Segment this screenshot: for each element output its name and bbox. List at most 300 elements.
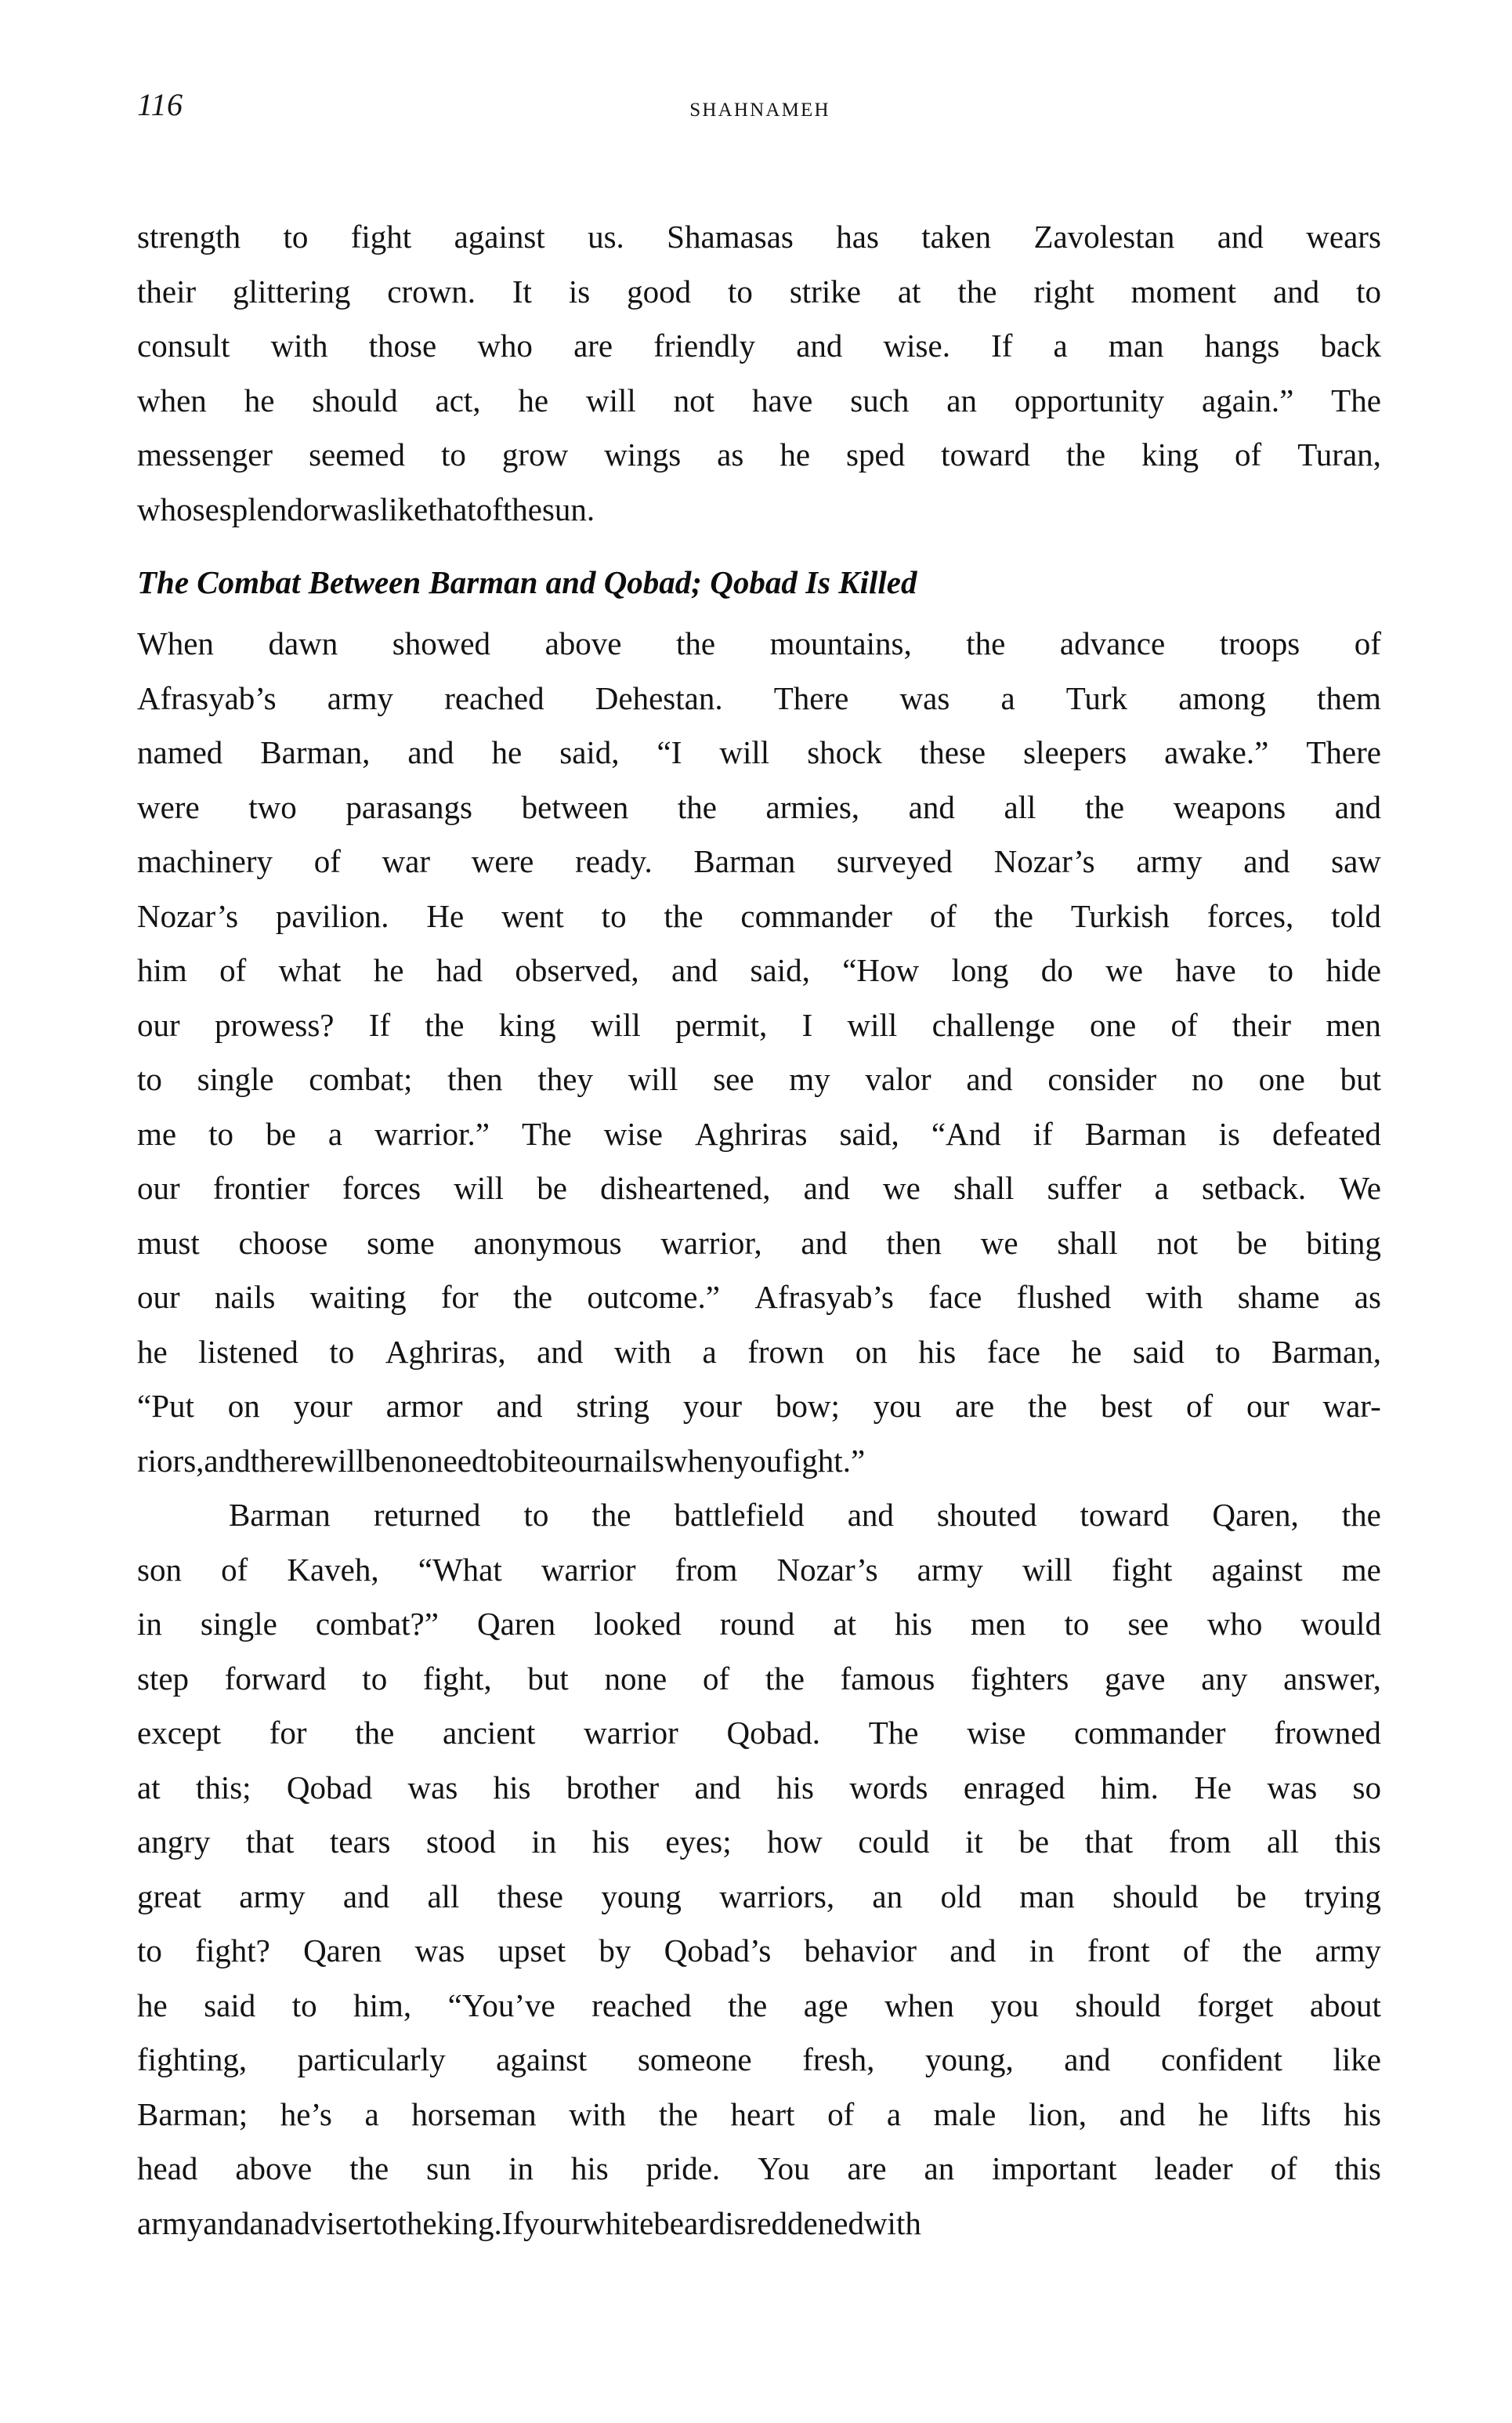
word: there <box>250 1442 315 1479</box>
word: parasangs <box>345 788 473 825</box>
word: our <box>1246 1388 1290 1424</box>
word: lion, <box>1028 2095 1087 2132</box>
word: this <box>1334 2150 1381 2186</box>
word: then <box>447 1061 503 1097</box>
word: long <box>951 952 1009 988</box>
word: his <box>493 1769 531 1805</box>
word: strike <box>789 273 861 310</box>
word: returned <box>373 1497 481 1533</box>
word: the <box>676 625 716 661</box>
word: and <box>694 1769 741 1805</box>
word: have <box>1175 952 1236 988</box>
word: old <box>940 1878 982 1914</box>
word: this; <box>195 1769 251 1805</box>
word: with <box>270 328 328 364</box>
word: were <box>137 788 200 825</box>
word: frontier <box>212 1170 309 1206</box>
word: consult <box>137 328 230 364</box>
word: should <box>312 382 398 418</box>
word: could <box>858 1824 930 1860</box>
word: string <box>576 1388 649 1424</box>
word: friendly <box>653 328 756 364</box>
word: went <box>501 897 564 934</box>
word: reached <box>444 679 544 716</box>
word: If <box>501 2204 524 2241</box>
word: moment <box>1130 273 1237 310</box>
word: shouted <box>936 1497 1037 1533</box>
word: army <box>1315 1932 1381 1968</box>
word: Barman <box>1084 1115 1187 1152</box>
word: awake.” <box>1164 734 1269 770</box>
word: weapons <box>1173 788 1286 825</box>
word: and <box>407 734 454 770</box>
word: “You’ve <box>447 1987 555 2023</box>
word: listened <box>198 1333 298 1370</box>
word: young <box>601 1878 682 1914</box>
word: on <box>855 1333 888 1370</box>
word: Qobad’s <box>664 1932 772 1968</box>
word: man <box>1108 328 1164 364</box>
word: warrior <box>584 1715 678 1751</box>
word: when <box>137 382 207 418</box>
word: our <box>137 1170 180 1206</box>
word: and <box>950 1932 997 1968</box>
word: one <box>1089 1006 1137 1043</box>
word: to <box>208 1115 234 1152</box>
text-line <box>137 1107 1381 1162</box>
text-line <box>137 1815 1381 1870</box>
word: and <box>908 788 955 825</box>
word: We <box>1339 1170 1381 1206</box>
word: will <box>590 1006 641 1043</box>
word: stood <box>425 1824 496 1860</box>
word: commander <box>740 897 892 934</box>
word: should <box>1112 1878 1199 1914</box>
word: king <box>498 1006 556 1043</box>
word: see <box>1127 1606 1169 1642</box>
word: Nozar’s <box>776 1551 878 1588</box>
word: again.” <box>1202 382 1294 418</box>
word: be <box>1236 1224 1268 1261</box>
word: with <box>863 2204 921 2241</box>
word: warrior.” <box>374 1115 490 1152</box>
word: opportunity <box>1014 382 1165 418</box>
word: then <box>886 1224 942 1261</box>
word: was <box>899 679 950 716</box>
word: Nozar’s <box>993 843 1095 879</box>
text-line <box>137 1979 1381 2034</box>
word: consider <box>1047 1061 1157 1097</box>
word: commander <box>1074 1715 1226 1751</box>
word: no <box>395 1442 428 1479</box>
word: to <box>1268 952 1293 988</box>
word: and <box>1119 2095 1166 2132</box>
word: valor <box>865 1061 931 1097</box>
text-line <box>137 2197 1381 2251</box>
word: strength <box>137 219 241 255</box>
word: and <box>496 1388 543 1424</box>
word: in <box>531 1824 557 1860</box>
word: his <box>1344 2095 1381 2132</box>
word: army <box>917 1551 983 1588</box>
word: of <box>1235 436 1262 473</box>
word: angry <box>137 1824 211 1860</box>
running-header <box>137 85 1383 132</box>
word: back <box>1320 328 1381 364</box>
word: The <box>868 1715 919 1751</box>
word: them <box>1316 679 1381 716</box>
word: Aghriras <box>694 1115 808 1152</box>
word: bow; <box>775 1388 840 1424</box>
word: our <box>137 1279 180 1315</box>
word: to <box>372 2204 398 2241</box>
word: the <box>765 1660 805 1697</box>
word: to <box>1215 1333 1241 1370</box>
word: sun. <box>541 491 595 527</box>
word: do <box>1040 952 1073 988</box>
word: the <box>591 1497 631 1533</box>
word: someone <box>637 2041 752 2077</box>
word: important <box>992 2150 1117 2186</box>
word: man <box>1019 1878 1075 1914</box>
word: these <box>919 734 986 770</box>
text-line <box>137 374 1381 429</box>
word: wears <box>1306 219 1381 255</box>
word: you <box>873 1388 922 1424</box>
word: to <box>283 219 309 255</box>
word: Qobad <box>286 1769 373 1805</box>
word: face <box>986 1333 1040 1370</box>
text-line <box>137 1216 1381 1271</box>
word: It <box>512 273 532 310</box>
word: Zavolestan <box>1033 219 1175 255</box>
word: He <box>1194 1769 1232 1805</box>
word: and <box>203 2204 250 2241</box>
word: observed, <box>515 952 639 988</box>
word: see <box>713 1061 754 1097</box>
text-line <box>137 998 1381 1053</box>
word: so <box>1352 1769 1381 1805</box>
word: an <box>946 382 977 418</box>
word: should <box>1075 1987 1161 2023</box>
word: that <box>1084 1824 1134 1860</box>
word: we <box>980 1224 1018 1261</box>
word: brother <box>566 1769 660 1805</box>
word: from <box>1168 1824 1232 1860</box>
word: none <box>604 1660 667 1697</box>
word: except <box>137 1715 221 1751</box>
word: for <box>440 1279 479 1315</box>
word: we <box>883 1170 921 1206</box>
word: he <box>780 436 811 473</box>
word: the <box>728 1987 768 2023</box>
word: fighters <box>971 1660 1069 1697</box>
word: Barman, <box>1271 1333 1381 1370</box>
word: to <box>487 1442 513 1479</box>
word: this <box>1334 1824 1381 1860</box>
text-line <box>137 1379 1381 1434</box>
word: single <box>200 1606 277 1642</box>
word: challenge <box>931 1006 1055 1043</box>
word: he <box>1071 1333 1102 1370</box>
word: they <box>537 1061 593 1097</box>
word: Qaren, <box>1212 1497 1299 1533</box>
text-line <box>137 1052 1381 1107</box>
word: If <box>991 328 1013 364</box>
word: gave <box>1105 1660 1166 1697</box>
word: messenger <box>137 436 273 473</box>
paragraph-3 <box>137 1488 1381 2251</box>
word: will <box>586 382 636 418</box>
word: the <box>512 1279 553 1315</box>
word: all <box>1267 1824 1300 1860</box>
word: to <box>601 897 627 934</box>
word: He <box>426 897 465 934</box>
paragraph-indent <box>137 1488 186 1543</box>
word: “How <box>842 952 920 988</box>
word: to <box>728 273 753 310</box>
word: the <box>502 491 542 527</box>
text-line <box>137 1761 1381 1816</box>
word: be <box>364 1442 396 1479</box>
word: combat; <box>309 1061 413 1097</box>
word: forces, <box>1206 897 1294 934</box>
word: the <box>1028 1388 1068 1424</box>
word: disheartened, <box>600 1170 771 1206</box>
word: trying <box>1304 1878 1381 1914</box>
word: waiting <box>309 1279 407 1315</box>
word: of <box>1354 625 1381 661</box>
word: frowned <box>1274 1715 1381 1751</box>
word: confident <box>1161 2041 1282 2077</box>
word: army <box>1136 843 1203 879</box>
word: are <box>573 328 613 364</box>
word: fighting, <box>137 2041 248 2077</box>
word: with <box>569 2095 627 2132</box>
word: your <box>293 1388 353 1424</box>
word: the <box>957 273 997 310</box>
word: answer, <box>1283 1660 1381 1697</box>
word: against <box>496 2041 588 2077</box>
word: eyes; <box>665 1824 732 1860</box>
word: are <box>955 1388 995 1424</box>
word: toward <box>941 436 1031 473</box>
word: forward <box>224 1660 327 1697</box>
word: step <box>137 1660 190 1697</box>
word: at <box>833 1606 857 1642</box>
word: bite <box>512 1442 561 1479</box>
word: when <box>884 1987 954 2023</box>
word: of <box>1270 2150 1297 2186</box>
word: Turk <box>1065 679 1128 716</box>
word: shame <box>1237 1279 1320 1315</box>
word: and <box>1217 219 1264 255</box>
word: with <box>1145 1279 1203 1315</box>
word: the <box>966 625 1006 661</box>
word: riors, <box>137 1442 204 1479</box>
word: the <box>677 788 717 825</box>
word: sleepers <box>1023 734 1127 770</box>
word: I <box>801 1006 813 1043</box>
word: Kaveh, <box>287 1551 379 1588</box>
word: ancient <box>443 1715 536 1751</box>
word: words <box>849 1769 928 1805</box>
word: of <box>313 843 341 879</box>
page-text-block <box>137 210 1381 2251</box>
word: is <box>568 273 591 310</box>
word: nails <box>214 1279 276 1315</box>
word: crown. <box>387 273 476 310</box>
word: his <box>591 1824 630 1860</box>
word: need <box>427 1442 488 1479</box>
word: and <box>966 1061 1013 1097</box>
word: you <box>733 1442 783 1479</box>
word: be <box>1018 1824 1050 1860</box>
word: the <box>1341 1497 1381 1533</box>
word: and <box>847 1497 894 1533</box>
word: combat?” <box>315 1606 439 1642</box>
text-line <box>137 1870 1381 1925</box>
word: the <box>397 2204 437 2241</box>
word: reddened <box>746 2204 864 2241</box>
word: said, <box>839 1115 899 1152</box>
word: “Put <box>137 1388 194 1424</box>
word: but <box>527 1660 569 1697</box>
word: Nozar’s <box>137 897 239 934</box>
word: machinery <box>137 843 273 879</box>
word: against <box>454 219 545 255</box>
text-line <box>137 265 1381 320</box>
word: any <box>1201 1660 1248 1697</box>
word: like <box>1333 2041 1381 2077</box>
word: will <box>454 1170 505 1206</box>
word: it <box>965 1824 983 1860</box>
text-line <box>137 889 1381 944</box>
word: wise <box>603 1115 663 1152</box>
word: had <box>436 952 483 988</box>
word: the <box>355 1715 395 1751</box>
word: best <box>1101 1388 1153 1424</box>
word: all <box>1004 788 1036 825</box>
word: to <box>1064 1606 1090 1642</box>
word: of <box>929 897 957 934</box>
word: the <box>1085 788 1125 825</box>
word: him <box>137 952 187 988</box>
word: behavior <box>804 1932 917 1968</box>
word: be <box>266 1115 296 1152</box>
word: the <box>1243 1932 1282 1968</box>
word: face <box>928 1279 982 1315</box>
word: mountains, <box>769 625 912 661</box>
word: some <box>367 1224 435 1261</box>
word: There <box>1306 734 1381 770</box>
word: outcome.” <box>587 1279 720 1315</box>
word: one <box>1258 1061 1305 1097</box>
text-line <box>137 1924 1381 1979</box>
word: Turkish <box>1070 897 1170 934</box>
word: and <box>803 1170 850 1206</box>
word: The <box>1331 382 1381 418</box>
word: right <box>1033 273 1094 310</box>
word: was <box>407 1769 458 1805</box>
word: no <box>1191 1061 1224 1097</box>
word: advance <box>1059 625 1166 661</box>
word: and <box>1064 2041 1111 2077</box>
word: a <box>1154 1170 1169 1206</box>
word: army <box>327 679 394 716</box>
word: war- <box>1322 1388 1381 1424</box>
word: as <box>717 436 744 473</box>
word: he’s <box>280 2095 332 2132</box>
word: shall <box>953 1170 1015 1206</box>
text-line <box>137 2088 1381 2142</box>
word: ready. <box>575 843 653 879</box>
text-line <box>137 1161 1381 1216</box>
word: lifts <box>1261 2095 1311 2132</box>
word: told <box>1331 897 1381 934</box>
word: white <box>582 2204 654 2241</box>
word: he <box>137 1333 168 1370</box>
word: act, <box>435 382 481 418</box>
page-number: 116 <box>137 87 183 122</box>
word: fresh, <box>802 2041 875 2077</box>
word: front <box>1087 1932 1150 1968</box>
word: enraged <box>963 1769 1065 1805</box>
word: an <box>872 1878 903 1914</box>
word: good <box>627 273 692 310</box>
word: prowess? <box>214 1006 335 1043</box>
word: nails <box>603 1442 664 1479</box>
word: the <box>664 897 704 934</box>
word: him. <box>1100 1769 1159 1805</box>
word: horseman <box>411 2095 537 2132</box>
text-line <box>137 483 1381 538</box>
word: he <box>137 1987 168 2023</box>
word: is <box>1218 1115 1240 1152</box>
word: an <box>249 2204 280 2241</box>
text-line <box>137 943 1381 998</box>
word: shock <box>807 734 882 770</box>
text-line <box>137 1543 1381 1598</box>
word: our <box>137 1006 180 1043</box>
word: dawn <box>268 625 338 661</box>
word: armor <box>385 1388 463 1424</box>
word: looked <box>594 1606 682 1642</box>
word: armies, <box>765 788 860 825</box>
word: and <box>671 952 718 988</box>
word: troops <box>1219 625 1300 661</box>
word: to <box>362 1660 388 1697</box>
word: a <box>702 1333 717 1370</box>
word: and <box>796 328 843 364</box>
text-line <box>137 781 1381 835</box>
word: If <box>368 1006 391 1043</box>
word: taken <box>921 219 992 255</box>
word: who <box>477 328 533 364</box>
word: male <box>933 2095 997 2132</box>
word: your <box>682 1388 742 1424</box>
word: their <box>1232 1006 1292 1043</box>
word: all <box>427 1878 460 1914</box>
word: defeated <box>1272 1115 1381 1152</box>
word: above <box>544 625 622 661</box>
word: to <box>329 1333 355 1370</box>
word: in <box>1029 1932 1054 1968</box>
word: among <box>1178 679 1266 716</box>
word: heart <box>730 2095 795 2132</box>
word: war <box>382 843 431 879</box>
word: upset <box>497 1932 566 1968</box>
